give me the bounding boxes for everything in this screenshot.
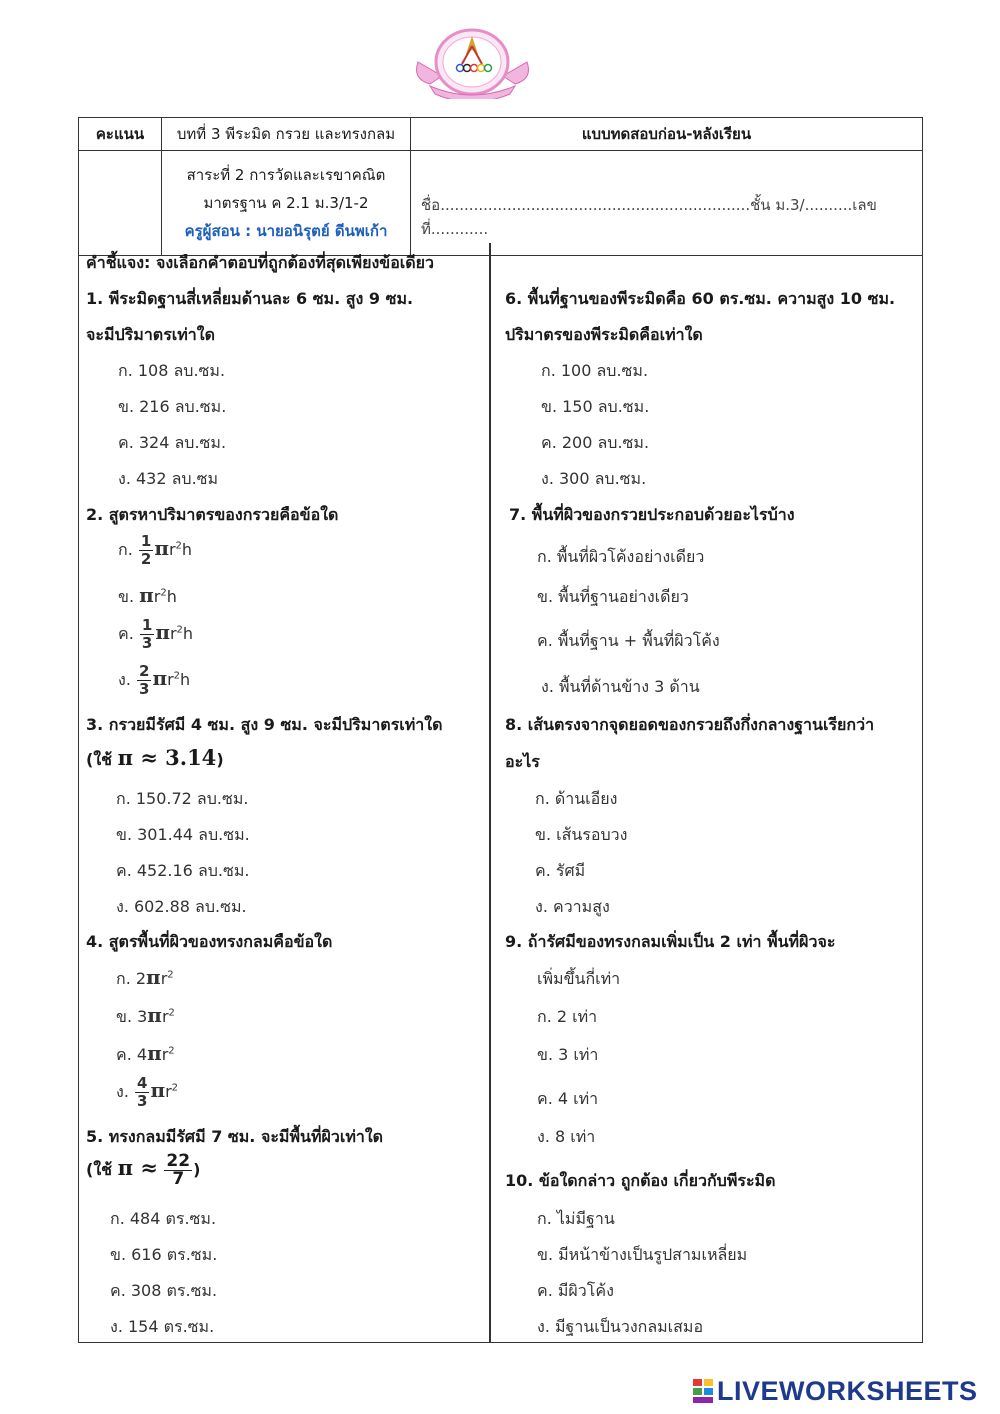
score-label: คะแนน — [79, 118, 162, 151]
q8-line2: อะไร — [505, 752, 540, 771]
q4-option-c[interactable] — [116, 1041, 175, 1068]
h-var: h — [166, 587, 177, 606]
liveworksheets-brand: LIVEWORKSHEETS — [717, 1375, 978, 1406]
q1-option-a[interactable]: ก. 108 ลบ.ซม. — [118, 361, 226, 380]
teacher-name: ครูผู้สอน : นายอนิรุตย์ ดีนพเก้า — [184, 222, 388, 240]
q2-b-prefix: ข. — [118, 587, 135, 606]
q2-option-b[interactable] — [118, 583, 177, 610]
q7-option-c[interactable]: ค. พื้นที่ฐาน + พื้นที่ผิวโค้ง — [537, 631, 720, 650]
q1-option-d[interactable]: ง. 432 ลบ.ซม — [118, 469, 219, 488]
q7-option-a[interactable]: ก. พื้นที่ผิวโค้งอย่างเดียว — [537, 547, 705, 566]
q4-d-den: 3 — [137, 1092, 148, 1110]
liveworksheets-logo-icon — [692, 1378, 714, 1404]
q5-option-b[interactable]: ข. 616 ตร.ซม. — [110, 1245, 218, 1264]
q2-c-den: 3 — [141, 634, 153, 652]
q6-option-d[interactable]: ง. 300 ลบ.ซม. — [541, 469, 647, 488]
q7-line1: 7. พื้นที่ผิวของกรวยประกอบด้วยอะไรบ้าง — [509, 505, 795, 524]
course-info — [162, 151, 411, 256]
pi-symbol: π — [154, 536, 169, 560]
q9-option-d[interactable]: ง. 8 เท่า — [537, 1127, 596, 1146]
q4-line1: 4. สูตรพื้นที่ผิวของทรงกลมคือข้อใด — [86, 932, 333, 951]
q10-option-c[interactable]: ค. มีผิวโค้ง — [537, 1281, 614, 1300]
q4-a-prefix: ก. 2 — [116, 969, 147, 988]
r-var: r — [161, 1045, 169, 1064]
pi-symbol: π — [139, 583, 154, 607]
q4-d-fraction — [135, 1075, 149, 1110]
q10-option-b[interactable]: ข. มีหน้าข้างเป็นรูปสามเหลี่ยม — [537, 1245, 748, 1264]
column-divider — [489, 243, 491, 1343]
q3-option-c[interactable]: ค. 452.16 ลบ.ซม. — [116, 861, 250, 880]
q2-option-c[interactable] — [118, 617, 193, 652]
q2-a-prefix: ก. — [118, 540, 133, 559]
q8-option-d[interactable]: ง. ความสูง — [535, 897, 610, 916]
q5-num: 22 — [166, 1151, 191, 1171]
q3-use-close: ) — [216, 750, 224, 769]
q1-line2: จะมีปริมาตรเท่าใด — [86, 325, 215, 344]
q4-c-prefix: ค. 4 — [116, 1045, 148, 1064]
exponent: 2 — [171, 1082, 179, 1094]
q5-fraction — [164, 1153, 192, 1188]
q1-line1: 1. พีระมิดฐานสี่เหลี่ยมด้านละ 6 ซม. สูง 9 ซม. — [86, 289, 414, 308]
q5-use-close: ) — [193, 1160, 201, 1179]
q2-d-prefix: ง. — [118, 670, 131, 689]
q6-line1: 6. พื้นที่ฐานของพีระมิดคือ 60 ตร.ซม. ความสูง 10 ซม. — [505, 289, 896, 308]
r-var: r — [168, 540, 176, 559]
pi-symbol: π — [146, 965, 161, 989]
r-var: r — [153, 587, 161, 606]
q3-option-b[interactable]: ข. 301.44 ลบ.ซม. — [116, 825, 250, 844]
q2-a-num: 1 — [140, 532, 152, 550]
q10-line1: 10. ข้อใดกล่าว ถูกต้อง เกี่ยวกับพีระมิด — [505, 1171, 776, 1190]
h-var: h — [181, 540, 193, 559]
q9-option-a[interactable]: ก. 2 เท่า — [537, 1007, 598, 1026]
q2-d-den: 3 — [139, 680, 150, 698]
pi-symbol: π — [152, 666, 168, 690]
q2-d-num: 2 — [139, 662, 150, 680]
q6-option-a[interactable]: ก. 100 ลบ.ซม. — [541, 361, 649, 380]
q10-option-d[interactable]: ง. มีฐานเป็นวงกลมเสมอ — [537, 1317, 704, 1336]
exponent: 2 — [167, 969, 174, 981]
q8-option-c[interactable]: ค. รัศมี — [535, 861, 586, 880]
q5-option-d[interactable]: ง. 154 ตร.ซม. — [110, 1317, 215, 1336]
liveworksheets-footer[interactable] — [692, 1376, 978, 1406]
h-var: h — [180, 670, 191, 689]
r-var: r — [169, 624, 177, 643]
q2-d-fraction — [137, 663, 151, 698]
school-logo — [410, 24, 535, 99]
exponent: 2 — [175, 540, 182, 552]
q4-option-a[interactable] — [116, 965, 174, 992]
strand-text: สาระที่ 2 การวัดและเรขาคณิต — [186, 166, 386, 184]
q8-line1: 8. เส้นตรงจากจุดยอดของกรวยถึงกึ่งกลางฐานเรียกว่า — [505, 715, 875, 734]
q4-b-prefix: ข. 3 — [116, 1007, 148, 1026]
q6-line2: ปริมาตรของพีระมิดคือเท่าใด — [505, 325, 703, 344]
q6-option-c[interactable]: ค. 200 ลบ.ซม. — [541, 433, 650, 452]
pi-symbol: π — [147, 1041, 162, 1065]
r-var: r — [160, 969, 168, 988]
exponent: 2 — [168, 1045, 175, 1057]
h-var: h — [182, 624, 194, 643]
q9-option-c[interactable]: ค. 4 เท่า — [537, 1089, 599, 1108]
r-var: r — [167, 670, 174, 689]
q1-option-c[interactable]: ค. 324 ลบ.ซม. — [118, 433, 227, 452]
q3-option-a[interactable]: ก. 150.72 ลบ.ซม. — [116, 789, 249, 808]
q4-option-d[interactable] — [116, 1075, 178, 1110]
q4-d-prefix: ง. — [116, 1082, 129, 1101]
q8-option-b[interactable]: ข. เส้นรอบวง — [535, 825, 628, 844]
r-var: r — [161, 1007, 169, 1026]
q1-option-b[interactable]: ข. 216 ลบ.ซม. — [118, 397, 227, 416]
q3-line2 — [86, 745, 224, 773]
exponent: 2 — [168, 1007, 175, 1019]
q4-option-b[interactable] — [116, 1003, 175, 1030]
q2-line1: 2. สูตรหาปริมาตรของกรวยคือข้อใด — [86, 505, 339, 524]
test-title: แบบทดสอบก่อน-หลังเรียน — [411, 118, 923, 151]
q3-line1: 3. กรวยมีรัศมี 4 ซม. สูง 9 ซม. จะมีปริมาตรเท่าใด — [86, 715, 443, 734]
q10-option-a[interactable]: ก. ไม่มีฐาน — [537, 1209, 615, 1228]
q2-option-d[interactable] — [118, 663, 190, 698]
q2-a-den: 2 — [140, 550, 152, 568]
q2-c-prefix: ค. — [118, 624, 134, 643]
pi-symbol: π — [147, 1003, 162, 1027]
q2-c-fraction — [140, 617, 154, 652]
q4-d-num: 4 — [137, 1074, 148, 1092]
q9-line2: เพิ่มขึ้นกี่เท่า — [537, 969, 621, 988]
q5-option-a[interactable]: ก. 484 ตร.ซม. — [110, 1209, 217, 1228]
q3-option-d[interactable]: ง. 602.88 ลบ.ซม. — [116, 897, 247, 916]
score-box[interactable] — [79, 151, 162, 256]
standard-text: มาตรฐาน ค 2.1 ม.3/1-2 — [203, 194, 369, 212]
header-table — [78, 117, 923, 256]
q5-option-c[interactable]: ค. 308 ตร.ซม. — [110, 1281, 218, 1300]
pi-symbol: π — [150, 1078, 166, 1102]
q5-pi-approx: π ≈ — [117, 1155, 158, 1180]
q7-option-d[interactable]: ง. พื้นที่ด้านข้าง 3 ด้าน — [541, 677, 700, 696]
q5-use-open: (ใช้ — [86, 1160, 112, 1179]
chapter-title: บทที่ 3 พีระมิด กรวย และทรงกลม — [162, 118, 411, 151]
q5-line2 — [86, 1153, 200, 1188]
q3-pi-approx: π ≈ 3.14 — [117, 745, 217, 770]
q7-option-b[interactable]: ข. พื้นที่ฐานอย่างเดียว — [537, 587, 689, 606]
exponent: 2 — [176, 624, 183, 636]
q5-line1: 5. ทรงกลมมีรัศมี 7 ซม. จะมีพื้นที่ผิวเท่าใด — [86, 1127, 384, 1146]
q5-den: 7 — [172, 1169, 185, 1189]
exponent: 2 — [160, 587, 167, 599]
q9-line1: 9. ถ้ารัศมีของทรงกลมเพิ่มเป็น 2 เท่า พื้นที่ผิวจะ — [505, 932, 836, 951]
q6-option-b[interactable]: ข. 150 ลบ.ซม. — [541, 397, 650, 416]
student-info-field[interactable]: ชื่อ.................................................................ชั้น ม.3/..........เลขที่............ — [411, 151, 923, 256]
pi-symbol: π — [155, 620, 170, 644]
q2-a-fraction — [139, 533, 153, 568]
r-var: r — [165, 1082, 172, 1101]
q8-option-a[interactable]: ก. ด้านเอียง — [535, 789, 618, 808]
instruction: คำชี้แจง: จงเลือกคำตอบที่ถูกต้องที่สุดเพียงข้อเดียว — [86, 253, 435, 272]
q2-c-num: 1 — [141, 616, 153, 634]
exponent: 2 — [173, 670, 181, 682]
q3-use-open: (ใช้ — [86, 750, 112, 769]
q9-option-b[interactable]: ข. 3 เท่า — [537, 1045, 599, 1064]
q2-option-a[interactable] — [118, 533, 192, 568]
